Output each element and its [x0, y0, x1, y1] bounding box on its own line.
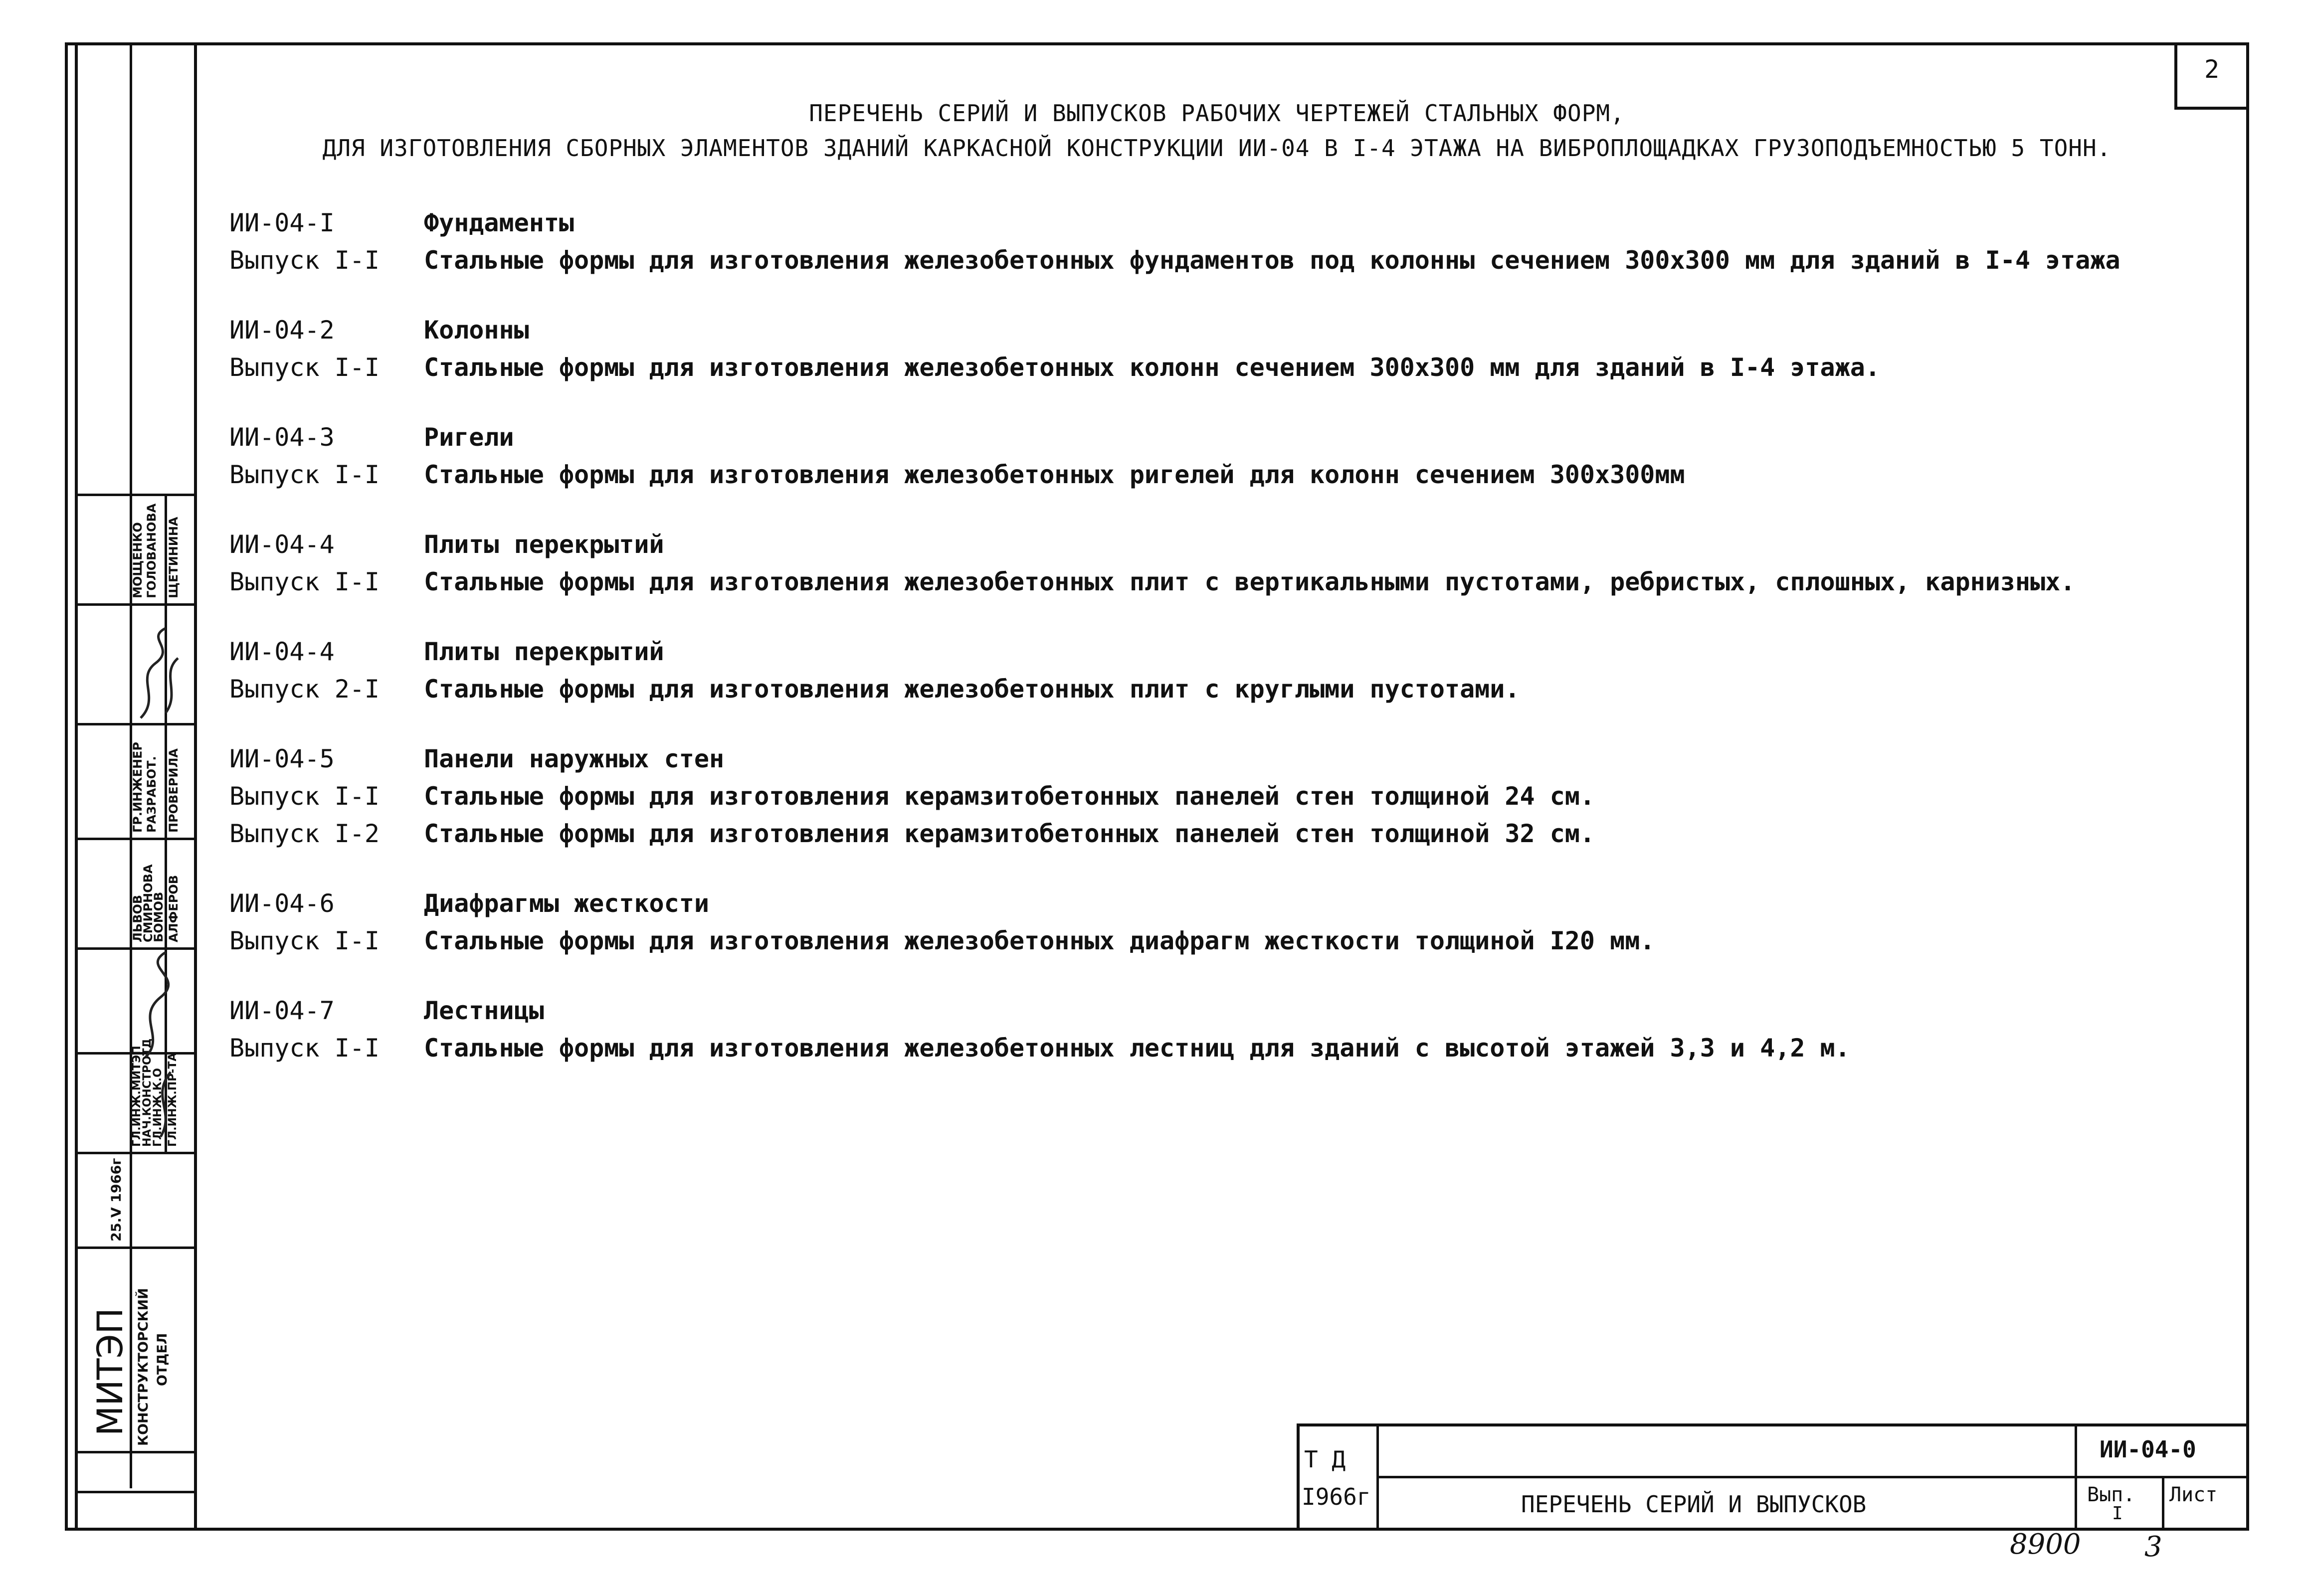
name-label: ГОЛОВАНОВА	[145, 503, 159, 598]
series-title: Плиты перекрытий	[424, 637, 664, 666]
series-code: ИИ-04-0	[2100, 1436, 2196, 1463]
dept-line-2: ОТДЕЛ	[155, 1333, 170, 1386]
role-label: НАЧ.КОНСТРОТД	[141, 1038, 154, 1147]
series-code: ИИ-04-3	[229, 423, 335, 452]
role-label: РАЗРАБОТ.	[145, 756, 159, 833]
entry-4	[229, 526, 2075, 601]
entry-2	[229, 312, 1880, 386]
entry-8	[229, 992, 1850, 1067]
sidebar-rule	[75, 1491, 197, 1493]
series-title: Панели наружных стен	[424, 744, 725, 773]
issue-label: Выпуск 2-I	[229, 675, 380, 704]
issue-text: Стальные формы для изготовления железобетонных фундаментов под колонны сечением 300х300 мм для зданий в I-4 этажа	[424, 246, 2120, 275]
series-code: ИИ-04-I	[229, 208, 335, 237]
page-number: 2	[2204, 55, 2220, 84]
series-code: ИИ-04-6	[229, 889, 335, 918]
issue-text: Стальные формы для изготовления железобетонных плит с круглыми пустотами.	[424, 675, 1520, 704]
series-title: Диафрагмы жесткости	[424, 889, 709, 918]
series-code: ИИ-04-4	[229, 530, 335, 559]
series-title: Плиты перекрытий	[424, 530, 664, 559]
sidebar-rule	[75, 1451, 197, 1453]
title-block-divider	[2162, 1476, 2164, 1531]
entry-3	[229, 419, 1685, 494]
signature-marks	[131, 608, 191, 1147]
header-line-2: ДЛЯ ИЗГОТОВЛЕНИЯ СБОРНЫХ ЭЛАМЕНТОВ ЗДАНИЙ КАРКАСНОЙ КОНСТРУКЦИИ ИИ-04 В I-4 ЭТАЖА НА ВИБРОПЛОЩАДКАХ ГРУЗОПОДЪЕМНОСТЬЮ 5 ТОНН.	[322, 135, 2112, 162]
name-label: МОЩЕНКО	[131, 522, 145, 598]
role-label: ГР.ИНЖЕНЕР	[131, 741, 145, 833]
sidebar-rule	[75, 494, 197, 496]
name-label: БОМОВ	[152, 891, 166, 942]
title-block-rule	[1376, 1476, 2249, 1478]
series-title: Фундаменты	[424, 208, 575, 237]
issue-label: Выпуск I-I	[229, 926, 380, 955]
org-name: МИТЭП	[90, 1307, 131, 1436]
entry-7	[229, 885, 1655, 960]
vyp-value: I	[2112, 1503, 2123, 1524]
issue-label: Выпуск I-I	[229, 246, 380, 275]
series-title: Ригели	[424, 423, 514, 452]
name-label: СМИРНОВА	[141, 864, 155, 942]
role-label: ПРОВЕРИЛА	[167, 748, 181, 833]
sidebar-rule	[75, 1246, 197, 1249]
issue-text: Стальные формы для изготовления железобетонных плит с вертикальными пустотами, ребристых, сплошных, карнизных.	[424, 567, 2076, 596]
issue-text: Стальные формы для изготовления железобетонных колонн сечением 300х300 мм для зданий в I-4 этажа.	[424, 353, 1880, 382]
issue-label: Выпуск I-I	[229, 460, 380, 489]
header-line-1: ПЕРЕЧЕНЬ СЕРИЙ И ВЫПУСКОВ РАБОЧИХ ЧЕРТЕЖЕЙ СТАЛЬНЫХ ФОРМ,	[809, 100, 1625, 127]
issue-label: Выпуск I-I	[229, 353, 380, 382]
issue-label: Выпуск I-2	[229, 819, 380, 848]
series-code: ИИ-04-2	[229, 316, 335, 345]
issue-label: Выпуск I-I	[229, 1034, 380, 1063]
entry-1	[229, 204, 2120, 279]
issue-text: Стальные формы для изготовления керамзитобетонных панелей стен толщиной 32 см.	[424, 819, 1595, 848]
series-title: Лестницы	[424, 996, 544, 1025]
approval-date: 25.V 1966г	[109, 1158, 124, 1241]
entry-5	[229, 633, 1520, 708]
entry-6	[229, 740, 1595, 853]
name-label: АЛФЕРОВ	[167, 875, 181, 942]
archive-number: 8900	[2010, 1528, 2081, 1561]
series-code: ИИ-04-7	[229, 996, 335, 1025]
td-label: Т Д	[1304, 1446, 1346, 1473]
role-label: ГЛ.ИНЖ.ПР-ТА	[167, 1053, 179, 1147]
issue-text: Стальные формы для изготовления керамзитобетонных панелей стен толщиной 24 см.	[424, 782, 1595, 811]
series-code: ИИ-04-5	[229, 744, 335, 773]
sidebar-rule	[75, 1152, 197, 1154]
issue-label: Выпуск I-I	[229, 567, 380, 596]
sidebar-rule	[75, 603, 197, 606]
year: I966г	[1302, 1483, 1371, 1510]
issue-label: Выпуск I-I	[229, 782, 380, 811]
series-title: Колонны	[424, 316, 529, 345]
series-code: ИИ-04-4	[229, 637, 335, 666]
issue-text: Стальные формы для изготовления железобетонных ригелей для колонн сечением 300х300мм	[424, 460, 1685, 489]
name-label: ЩЕТИНИНА	[167, 517, 181, 598]
list-label: Лист	[2169, 1483, 2218, 1506]
name-label: ЛЬВОВ	[131, 894, 145, 942]
issue-text: Стальные формы для изготовления железобетонных диафрагм жесткости толщиной I20 мм.	[424, 926, 1655, 955]
handwritten-page: 3	[2144, 1531, 2162, 1563]
role-label: ГЛ.ИНЖ.К.О	[152, 1068, 164, 1147]
dept-line-1: КОНСТРУКТОРСКИЙ	[136, 1288, 151, 1446]
vyp-label: Вып.	[2087, 1483, 2135, 1506]
issue-text: Стальные формы для изготовления железобетонных лестниц для зданий с высотой этажей 3,3 и 4,2 м.	[424, 1034, 1850, 1063]
role-label: ГЛ.ИНЖ.МИТЭП	[131, 1046, 143, 1147]
doc-title: ПЕРЕЧЕНЬ СЕРИЙ И ВЫПУСКОВ	[1521, 1491, 1867, 1518]
